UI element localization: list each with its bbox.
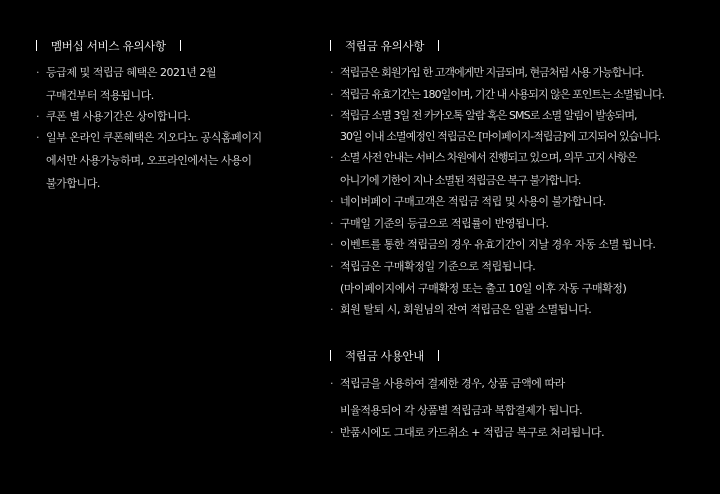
points-note-item — [330, 109, 637, 123]
membership-note-text: 쿠폰 별 사용기간은 상이합니다. — [46, 110, 191, 123]
bullet-dot: · — [330, 195, 334, 208]
membership-notes-title-text: 멤버십 서비스 유의사항 — [51, 39, 166, 53]
bullet-dot: · — [330, 151, 333, 164]
membership-note-continuation — [36, 154, 252, 168]
points-note-continuation — [330, 130, 660, 144]
bullet-dot: · — [330, 303, 334, 316]
membership-notes-title — [36, 39, 181, 53]
membership-note-text: 일부 온라인 쿠폰혜택은 지오다노 공식홈페이지 — [46, 131, 262, 144]
title-divider — [438, 40, 439, 51]
bullet-dot: · — [330, 66, 333, 79]
title-divider — [330, 40, 331, 51]
bullet-dot: · — [36, 131, 40, 144]
points-note-text: (마이페이지에서 구매확정 또는 출고 10일 이후 자동 구매확정) — [340, 282, 627, 295]
points-note-item — [330, 217, 549, 231]
bullet-dot: · — [330, 217, 334, 230]
title-divider — [438, 350, 439, 361]
membership-note-text: 구매건부터 적용됩니다. — [46, 89, 154, 102]
points-note-text: 적립금 소멸 3일 전 카카오톡 알람 혹은 SMS로 소멸 알림이 발송되며, — [340, 109, 637, 122]
points-note-text: 아니기에 기한이 지나 소멸된 적립금은 복구 불가합니다. — [340, 174, 581, 187]
points-note-item — [330, 88, 664, 102]
points-note-text: 소멸 사전 안내는 서비스 차원에서 진행되고 있으며, 의무 고지 사항은 — [340, 151, 637, 164]
points-note-item — [330, 303, 591, 317]
points-note-text: 이벤트를 통한 적립금의 경우 유효기간이 지날 경우 자동 소멸 됩니다. — [340, 238, 656, 251]
points-note-text: 회원 탈퇴 시, 회원님의 잔여 적립금은 일괄 소멸됩니다. — [340, 303, 592, 316]
points-notes-title — [330, 39, 439, 53]
title-divider — [180, 40, 181, 51]
usage-guide-item — [330, 426, 604, 440]
usage-guide-title-text: 적립금 사용안내 — [345, 349, 425, 363]
points-notes-title-text: 적립금 유의사항 — [345, 39, 425, 53]
bullet-dot: · — [36, 66, 40, 79]
membership-note-continuation — [36, 89, 154, 103]
usage-guide-text: 반품시에도 그대로 카드취소 + 적립금 복구로 처리됩니다. — [340, 426, 605, 439]
bullet-dot: · — [330, 109, 333, 122]
membership-note-item — [36, 66, 216, 80]
membership-note-item — [36, 110, 190, 124]
usage-guide-continuation — [330, 404, 582, 418]
points-note-continuation — [330, 282, 626, 296]
membership-note-text: 불가합니다. — [46, 177, 100, 190]
points-note-item — [330, 195, 606, 209]
title-divider — [330, 350, 331, 361]
points-note-text: 적립금은 구매확정일 기준으로 적립됩니다. — [340, 260, 536, 273]
points-note-text: 구매일 기준의 등급으로 적립률이 반영됩니다. — [340, 217, 549, 230]
usage-guide-text: 비율적용되어 각 상품별 적립금과 복합결제가 됩니다. — [340, 404, 583, 417]
bullet-dot: · — [36, 110, 40, 123]
points-note-text: 네이버페이 구매고객은 적립금 적립 및 사용이 불가합니다. — [340, 195, 606, 208]
membership-note-text: 등급제 및 적립금 혜택은 2021년 2월 — [46, 66, 217, 79]
bullet-dot: · — [330, 426, 334, 439]
bullet-dot: · — [330, 238, 334, 251]
points-note-text: 30일 이내 소멸예정인 적립금은 [마이페이지-적립금]에 고지되어 있습니다. — [340, 130, 661, 143]
bullet-dot: · — [330, 88, 333, 101]
membership-note-text: 에서만 사용가능하며, 오프라인에서는 사용이 — [46, 154, 252, 167]
points-note-item — [330, 66, 644, 80]
usage-guide-text: 적립금을 사용하여 결제한 경우, 상품 금액에 따라 — [340, 377, 565, 390]
usage-guide-title — [330, 349, 439, 363]
points-note-item — [330, 151, 636, 165]
membership-note-item — [36, 131, 262, 145]
bullet-dot: · — [330, 377, 334, 390]
points-note-text: 적립금은 회원가입 한 고객에게만 지급되며, 현금처럼 사용 가능합니다. — [340, 66, 644, 79]
title-divider — [36, 40, 37, 51]
points-note-continuation — [330, 174, 580, 188]
bullet-dot: · — [330, 260, 334, 273]
points-note-item — [330, 238, 655, 252]
points-note-item — [330, 260, 535, 274]
points-note-text: 적립금 유효기간는 180일이며, 기간 내 사용되지 않은 포인트는 소멸됩니다. — [340, 88, 665, 101]
membership-note-continuation — [36, 177, 100, 191]
usage-guide-item — [330, 377, 565, 391]
